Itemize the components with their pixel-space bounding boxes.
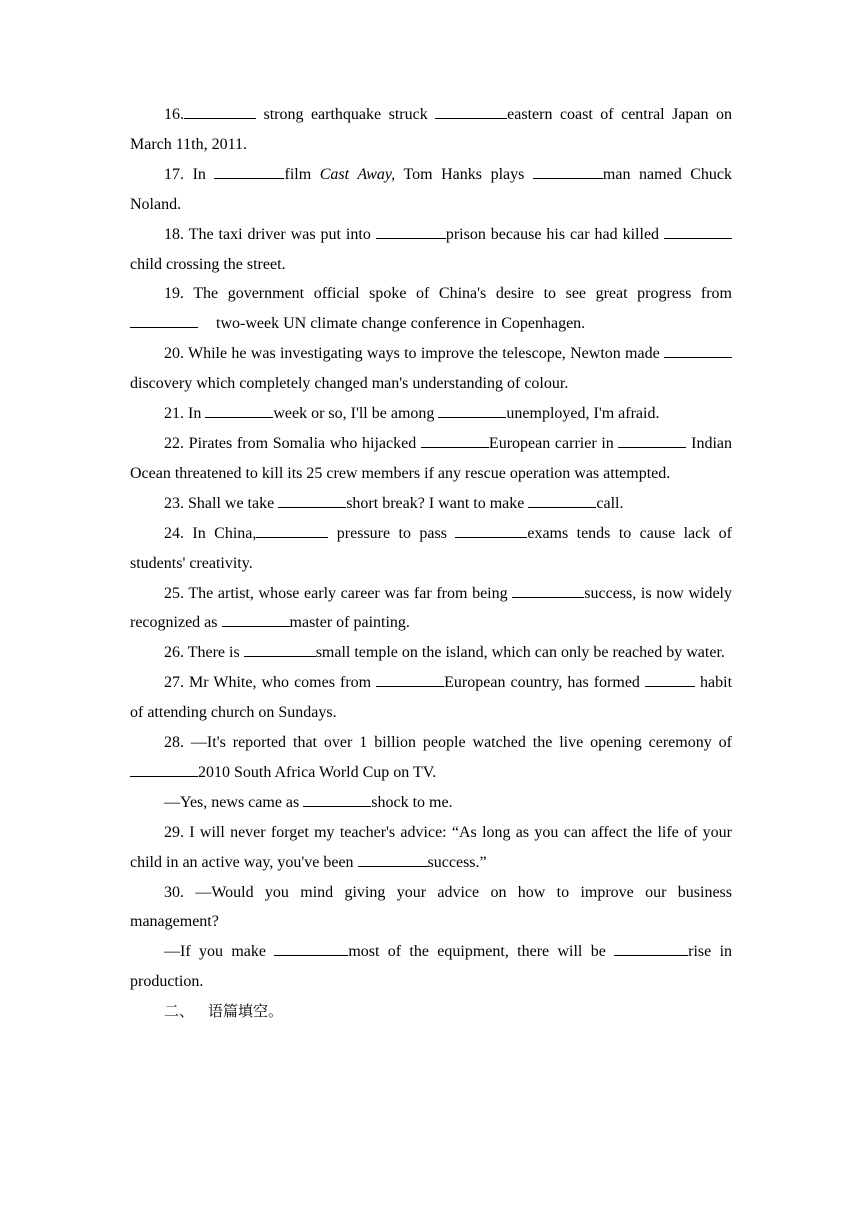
question-17: 17. In film Cast Away, Tom Hanks plays man named Chuck Noland. <box>130 165 733 213</box>
question-25: 25. The artist, whose early career was far from being success, is now widely recognized as master of painting. <box>130 584 732 632</box>
answer-blank[interactable] <box>184 117 256 119</box>
question-30: 30. —Would you mind giving your advice on how to improve our business management? <box>130 883 732 931</box>
answer-blank[interactable] <box>278 506 346 508</box>
answer-blank[interactable] <box>512 596 584 598</box>
question-23: 23. Shall we take short break? I want to make call. <box>164 494 624 512</box>
answer-blank[interactable] <box>618 446 686 448</box>
question-16: 16. strong earthquake struck eastern coast of central Japan on March 11th, 2011. <box>130 106 732 153</box>
question-22: 22. Pirates from Somalia who hijacked European carrier in Indian Ocean threatened to kill its 25 crew members if any rescue operation was attempted. <box>130 434 733 482</box>
question-29: 29. I will never forget my teacher's advice: “As long as you can affect the life of your child in an active way, you've been success.” <box>130 823 732 871</box>
question-20: 20. While he was investigating ways to improve the telescope, Newton made discovery which completely changed man's understanding of colour. <box>130 339 732 399</box>
question-27: 27. Mr White, who comes from European country, has formed habit of attending church on Sundays. <box>130 674 733 722</box>
question-24: 24. In China, pressure to pass exams tends to cause lack of students' creativity. <box>130 524 733 572</box>
section-title: 语篇填空。 <box>208 1002 284 1021</box>
answer-blank[interactable] <box>376 237 446 239</box>
question-30-reply: —If you make most of the equipment, there will be rise in production. <box>130 943 733 991</box>
question-26: 26. There is small temple on the island, which can only be reached by water. <box>164 644 725 662</box>
answer-blank[interactable] <box>358 865 428 867</box>
question-18: 18. The taxi driver was put into prison because his car had killed child crossing the street. <box>130 220 732 280</box>
answer-blank[interactable] <box>256 536 328 538</box>
section-number: 二、 <box>164 1002 195 1021</box>
answer-blank[interactable] <box>664 356 732 358</box>
answer-blank[interactable] <box>205 416 273 418</box>
answer-blank[interactable] <box>303 805 371 807</box>
answer-blank[interactable] <box>214 177 284 179</box>
answer-blank[interactable] <box>274 954 348 956</box>
answer-blank[interactable] <box>130 326 198 328</box>
answer-blank[interactable] <box>528 506 596 508</box>
answer-blank[interactable] <box>438 416 506 418</box>
answer-blank[interactable] <box>455 536 527 538</box>
answer-blank[interactable] <box>244 655 316 657</box>
question-21: 21. In week or so, I'll be among unemployed, I'm afraid. <box>164 405 660 423</box>
answer-blank[interactable] <box>222 625 290 627</box>
answer-blank[interactable] <box>130 775 198 777</box>
answer-blank[interactable] <box>421 446 489 448</box>
section-heading <box>130 997 732 1027</box>
question-19: 19. The government official spoke of China's desire to see great progress from two-week UN climate change conference in Copenhagen. <box>130 279 732 339</box>
question-28-reply: —Yes, news came as shock to me. <box>164 793 453 811</box>
exercise-content <box>130 100 732 1027</box>
answer-blank[interactable] <box>614 954 688 956</box>
answer-blank[interactable] <box>435 117 507 119</box>
question-28: 28. —It's reported that over 1 billion people watched the live opening ceremony of 2010 South Africa World Cup on TV. <box>130 728 732 788</box>
answer-blank[interactable] <box>376 685 444 687</box>
answer-blank[interactable] <box>645 685 695 687</box>
answer-blank[interactable] <box>664 237 732 239</box>
answer-blank[interactable] <box>533 177 603 179</box>
